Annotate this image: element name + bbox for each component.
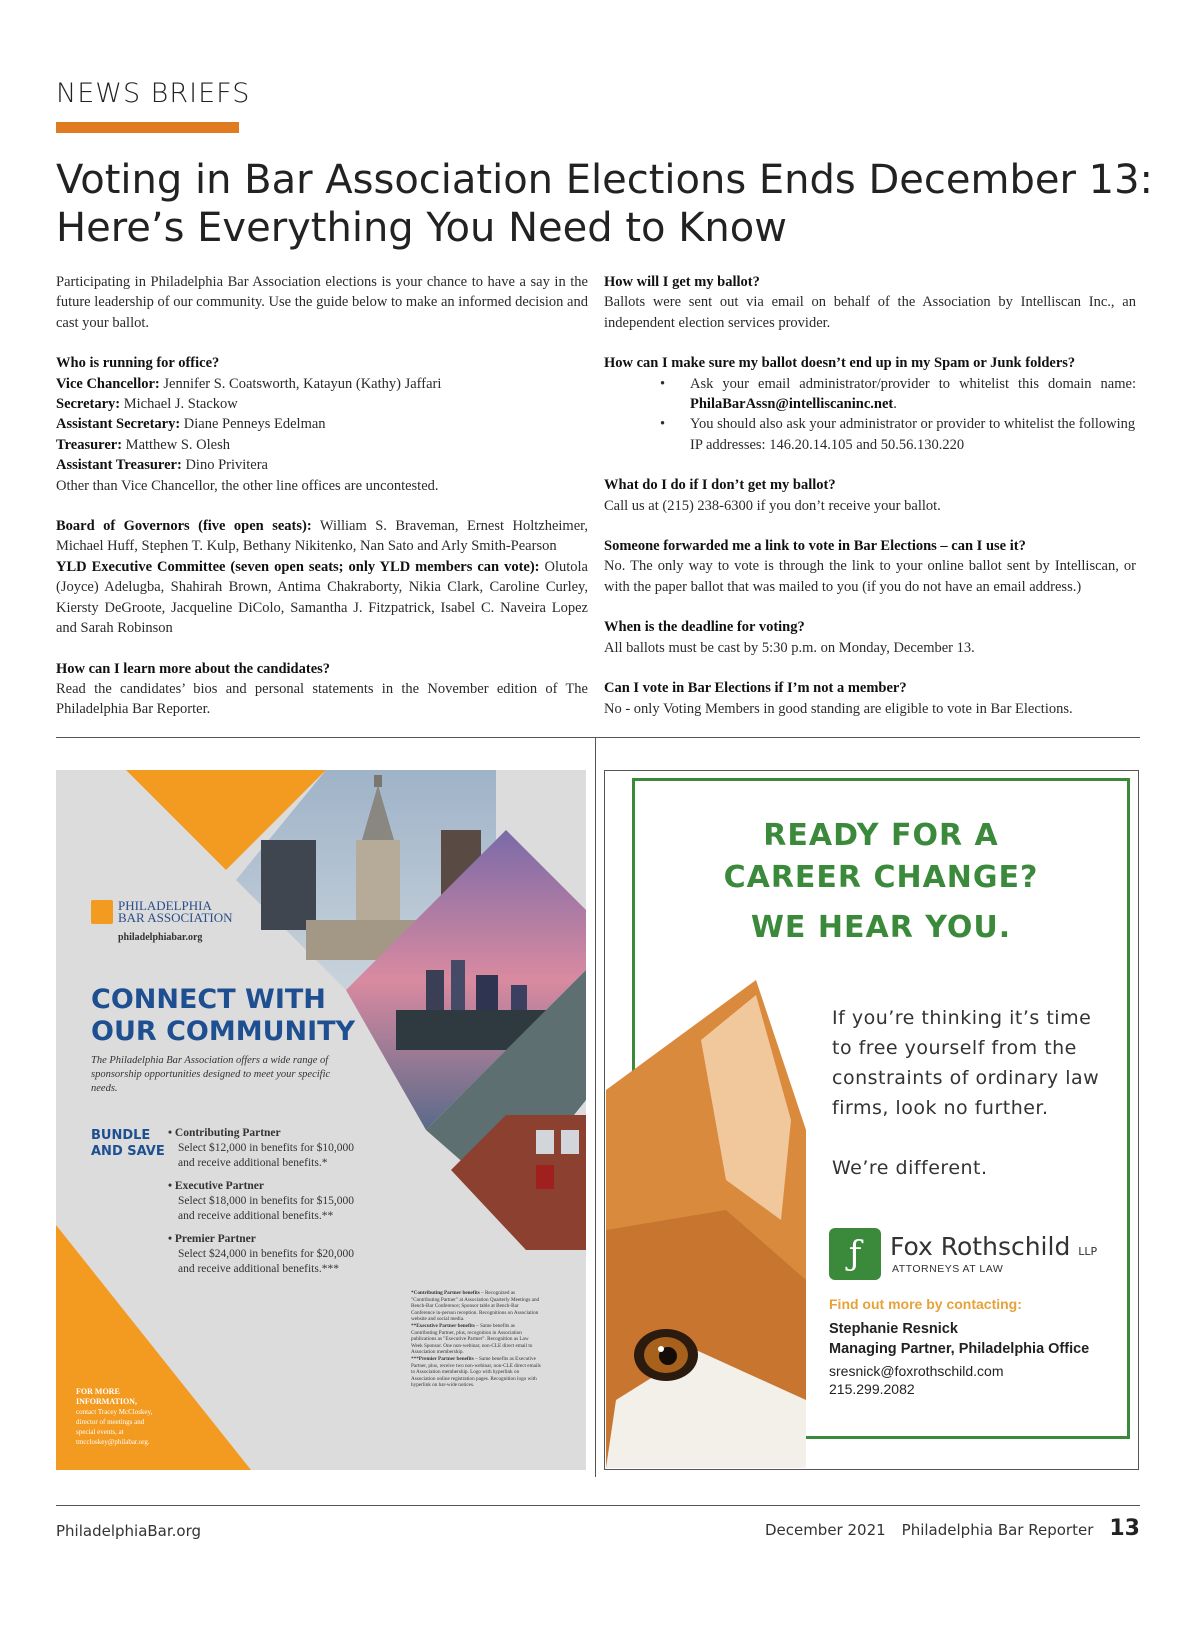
board-of-governors: Board of Governors (five open seats): William S. Braveman, Ernest Holtzheimer, Michael Huff, Stephen T. Kulp, Bethany Nikitenko, Nan Sato and Arly Smith-Pearson bbox=[56, 518, 588, 555]
tier-premier: • Premier Partner Select $24,000 in benefits for $20,000 and receive additional benefits.*** bbox=[168, 1233, 354, 1275]
ad-subtitle: The Philadelphia Bar Association offers a wide range of sponsorship opportunities designed to meet your specific needs. bbox=[91, 1055, 331, 1094]
footer-site[interactable]: PhiladelphiaBar.org bbox=[56, 1522, 202, 1540]
bundle-label: BUNDLE AND SAVE bbox=[91, 1128, 165, 1159]
bullet-whitelist-ip: • You should also ask your administrator or provider to whitelist the following IP addresses: 146.20.14.105 and 50.56.130.220 bbox=[604, 414, 1136, 455]
answer-deadline: All ballots must be cast by 5:30 p.m. on Monday, December 13. bbox=[604, 639, 975, 656]
more-information: FOR MORE INFORMATION, contact Tracey McCloskey, director of meetings and special events, at tmccloskey@philabar.org. bbox=[76, 1387, 153, 1446]
liberty-bell-icon bbox=[91, 900, 113, 924]
answer-learn: Read the candidates’ bios and personal statements in the November edition of The Philadelphia Bar Reporter. bbox=[56, 680, 588, 718]
ad-body-copy: If you’re thinking it’s time to free yourself from the constraints of ordinary law firms, look no further. We’re different. bbox=[832, 1007, 1100, 1179]
tier-executive: • Executive Partner Select $18,000 in benefits for $15,000 and receive additional benefits.** bbox=[168, 1180, 354, 1222]
question-deadline: When is the deadline for voting? bbox=[604, 619, 805, 636]
ad-column-divider bbox=[595, 737, 596, 1477]
find-out-more: Find out more by contacting: bbox=[829, 1296, 1022, 1312]
question-spam: How can I make sure my ballot doesn’t end up in my Spam or Junk folders? bbox=[604, 355, 1076, 372]
intro-paragraph: Participating in Philadelphia Bar Association elections is your chance to have a say in the future leadership of our community. Use the guide below to make an informed decision and cast your ballot. bbox=[56, 274, 588, 331]
article-headline bbox=[56, 156, 1156, 252]
uncontested-note: Other than Vice Chancellor, the other line offices are uncontested. bbox=[56, 477, 439, 494]
office-assistant-treasurer: Assistant Treasurer: Dino Privitera bbox=[56, 457, 268, 474]
ad-headline-hear: WE HEAR YOU. bbox=[750, 910, 1012, 945]
question-member: Can I vote in Bar Elections if I’m not a member? bbox=[604, 680, 907, 697]
whitelist-domain: PhilaBarAssn@intelliscaninc.net bbox=[690, 396, 894, 413]
section-label: NEWS BRIEFS bbox=[56, 78, 251, 109]
answer-member: No - only Voting Members in good standing are eligible to vote in Bar Elections. bbox=[604, 700, 1073, 717]
bullet-icon: • bbox=[660, 416, 666, 433]
page-number: 13 bbox=[1109, 1516, 1140, 1541]
contact-phone[interactable]: 215.299.2082 bbox=[829, 1381, 915, 1397]
headline-line-2: Here’s Everything You Need to Know bbox=[56, 205, 787, 251]
contact-email[interactable]: sresnick@foxrothschild.com bbox=[829, 1363, 1004, 1379]
contact-details bbox=[829, 1362, 1004, 1398]
footer-publication: Philadelphia Bar Reporter bbox=[901, 1521, 1094, 1539]
article-right-column bbox=[604, 272, 1136, 719]
bullet-icon: • bbox=[660, 375, 666, 392]
section-divider bbox=[56, 737, 1140, 738]
bullet-whitelist-domain: • Ask your email administrator/provider to whitelist this domain name: PhilaBarAssn@intelliscaninc.net. bbox=[604, 374, 1136, 415]
office-secretary: Secretary: Michael J. Stackow bbox=[56, 396, 238, 413]
contact-email-link[interactable]: tmccloskey@philabar.org. bbox=[76, 1438, 150, 1446]
yld-executive-committee: YLD Executive Committee (seven open seats; only YLD members can vote): Olutola (Joyce) Adelugba, Shahirah Brown, Antima Chakraborty, Nikia Clark, Caroline Curley, Kiersty DeGroote, Jacqueline DiColo, Samantha J. Fitzpatrick, Isabel C. Naveira Lopez and Sarah Robinson bbox=[56, 558, 588, 637]
footer-issue-date: December 2021 bbox=[764, 1521, 886, 1539]
association-url: philadelphiabar.org bbox=[118, 932, 203, 943]
benefit-footnotes bbox=[411, 1290, 541, 1389]
footer-issue-info bbox=[765, 1516, 1140, 1541]
firm-name: Fox Rothschild LLP bbox=[890, 1232, 1098, 1261]
bar-association-ad bbox=[56, 770, 586, 1470]
article-left-column bbox=[56, 272, 588, 720]
partner-tiers bbox=[168, 1126, 354, 1277]
answer-no-ballot: Call us at (215) 238-6300 if you don’t receive your ballot. bbox=[604, 497, 941, 514]
fox-rothschild-logo-icon: ƒ bbox=[829, 1228, 881, 1280]
fox-illustration bbox=[606, 980, 806, 1468]
contact-person: Stephanie Resnick Managing Partner, Philadelphia Office bbox=[829, 1321, 1090, 1357]
footnote-premier: ***Premier Partner benefits – Same benefits as Executive Partner, plus, receive two non-webinar, non-CLE direct emails to Association membership. Logo with hyperlink on Association online registration pages. Recognition logo with hyperlink on bar-wide notices. bbox=[411, 1355, 541, 1389]
ad-headline: CONNECT WITH OUR COMMUNITY bbox=[91, 984, 356, 1047]
tier-contributing: • Contributing Partner Select $12,000 in benefits for $10,000 and receive additional benefits.* bbox=[168, 1127, 354, 1169]
question-forward: Someone forwarded me a link to vote in Bar Elections – can I use it? bbox=[604, 538, 1026, 555]
office-assistant-secretary: Assistant Secretary: Diane Penneys Edelman bbox=[56, 416, 326, 433]
footnote-executive: **Executive Partner benefits – Same benefits as Contributing Partner, plus, recognition in Association publications as "Executive Partner". Recognition as Law Week Sponsor. One non-webinar, non-CLE direct email to Association membership. bbox=[411, 1322, 533, 1356]
answer-ballot: Ballots were sent out via email on behalf of the Association by Intelliscan Inc., an independent election services provider. bbox=[604, 294, 1136, 331]
question-ballot: How will I get my ballot? bbox=[604, 274, 760, 290]
office-vice-chancellor: Vice Chancellor: Jennifer S. Coatsworth, Katayun (Kathy) Jaffari bbox=[56, 375, 442, 392]
question-no-ballot: What do I do if I don’t get my ballot? bbox=[604, 477, 836, 494]
firm-tagline: ATTORNEYS AT LAW bbox=[892, 1263, 1004, 1275]
headline-line-1: Voting in Bar Association Elections Ends December 13: bbox=[56, 157, 1153, 203]
section-rule bbox=[56, 122, 239, 133]
bar-association-logo: PHILADELPHIA BAR ASSOCIATION bbox=[118, 898, 233, 925]
answer-forward: No. The only way to vote is through the link to your online ballot sent by Intelliscan, or with the paper ballot that was mailed to you (if you do not have an email address.) bbox=[604, 558, 1136, 595]
office-treasurer: Treasurer: Matthew S. Olesh bbox=[56, 436, 230, 453]
footer-rule bbox=[56, 1505, 1140, 1506]
question-learn: How can I learn more about the candidates? bbox=[56, 660, 331, 677]
ad-headline-career: READY FOR A CAREER CHANGE? bbox=[723, 818, 1039, 895]
question-running: Who is running for office? bbox=[56, 355, 220, 372]
footnote-contributing: *Contributing Partner benefits – Recognized as "Contributing Partner" at Association Quarterly Meetings and Bench-Bar Conference; Sponsor table at Bench-Bar Conference in-person reception. Recognitions on Association website and social media. bbox=[411, 1290, 540, 1323]
